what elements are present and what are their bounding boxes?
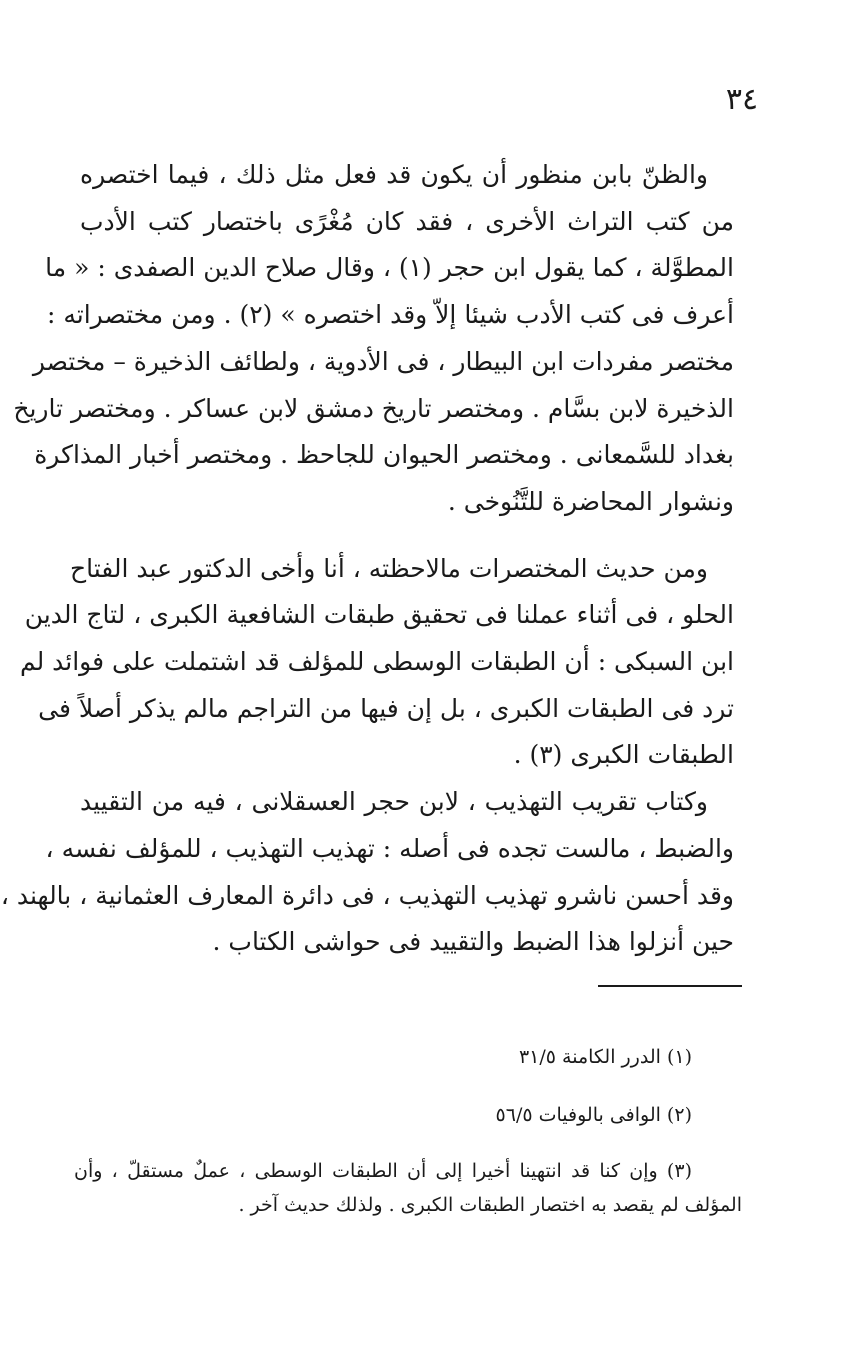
text-line: ابن السبكى : أن الطبقات الوسطى للمؤلف قد اشتملت على فوائد لم — [19, 647, 734, 677]
text-line: ومن حديث المختصرات مالاحظته ، أنا وأخى الدكتور عبد الفتاح — [69, 553, 708, 583]
footnote-line: المؤلف لم يقصد به اختصار الطبقات الكبرى . ولذلك حديث آخر . — [238, 1194, 742, 1216]
text-line: الحلو ، فى أثناء عملنا فى تحقيق طبقات الشافعية الكبرى ، لتاج الدين — [24, 600, 734, 630]
text-line: مختصر مفردات ابن البيطار ، فى الأدوية ، ولطائف الذخيرة – مختصر — [32, 346, 734, 376]
footnote-3 — [74, 1154, 742, 1222]
text-line: ترد فى الطبقات الكبرى ، بل إن فيها من التراجم مالم يذكر أصلاً فى — [38, 693, 734, 723]
text-line: حين أنزلوا هذا الضبط والتقييد فى حواشى الكتاب . — [212, 927, 734, 957]
footnote-separator-rule — [598, 985, 742, 987]
footnote-line: (٣) وإن كنا قد انتهينا أخيرا إلى أن الطبقات الوسطى ، عملٌ مستقلّ ، وأن — [74, 1160, 692, 1182]
text-line: بغداد للسَّمعانى . ومختصر الحيوان للجاحظ . ومختصر أخبار المذاكرة — [34, 440, 734, 470]
main-text — [0, 152, 734, 966]
paragraph-2 — [19, 546, 734, 780]
text-line: الطبقات الكبرى (٣) . — [513, 740, 734, 770]
paragraph-gap — [80, 526, 734, 546]
text-line: والظنّ بابن منظور أن يكون قد فعل مثل ذلك ، فيما اختصره — [80, 160, 708, 189]
page-number: ٣٤ — [725, 82, 759, 117]
text-line: والضبط ، مالست تجده فى أصله : تهذيب التهذيب ، للمؤلف نفسه ، — [45, 833, 734, 863]
footnote-1: (١) الدرر الكامنة ٣١/٥ — [518, 1046, 692, 1068]
paragraph-1 — [13, 152, 734, 526]
footnote-2: (٢) الوافى بالوفيات ٥٦/٥ — [495, 1104, 692, 1126]
text-line: أعرف فى كتب الأدب شيئا إلاّ وقد اختصره » (٢) . ومن مختصراته : — [46, 300, 734, 330]
text-line: الذخيرة لابن بسَّام . ومختصر تاريخ دمشق لابن عساكر . ومختصر تاريخ — [13, 393, 734, 423]
paragraph-3 — [0, 779, 734, 966]
text-line: من كتب التراث الأخرى ، فقد كان مُغْرًى باختصار كتب الأدب — [80, 206, 734, 236]
text-line: ونشوار المحاضرة للتَّنُوخى . — [447, 486, 734, 516]
text-line: المطوَّلة ، كما يقول ابن حجر (١) ، وقال صلاح الدين الصفدى : « ما — [45, 253, 734, 283]
text-line: وكتاب تقريب التهذيب ، لابن حجر العسقلانى ، فيه من التقييد — [80, 787, 708, 817]
text-line: وقد أحسن ناشرو تهذيب التهذيب ، فى دائرة المعارف العثمانية ، بالهند ، — [0, 880, 734, 910]
